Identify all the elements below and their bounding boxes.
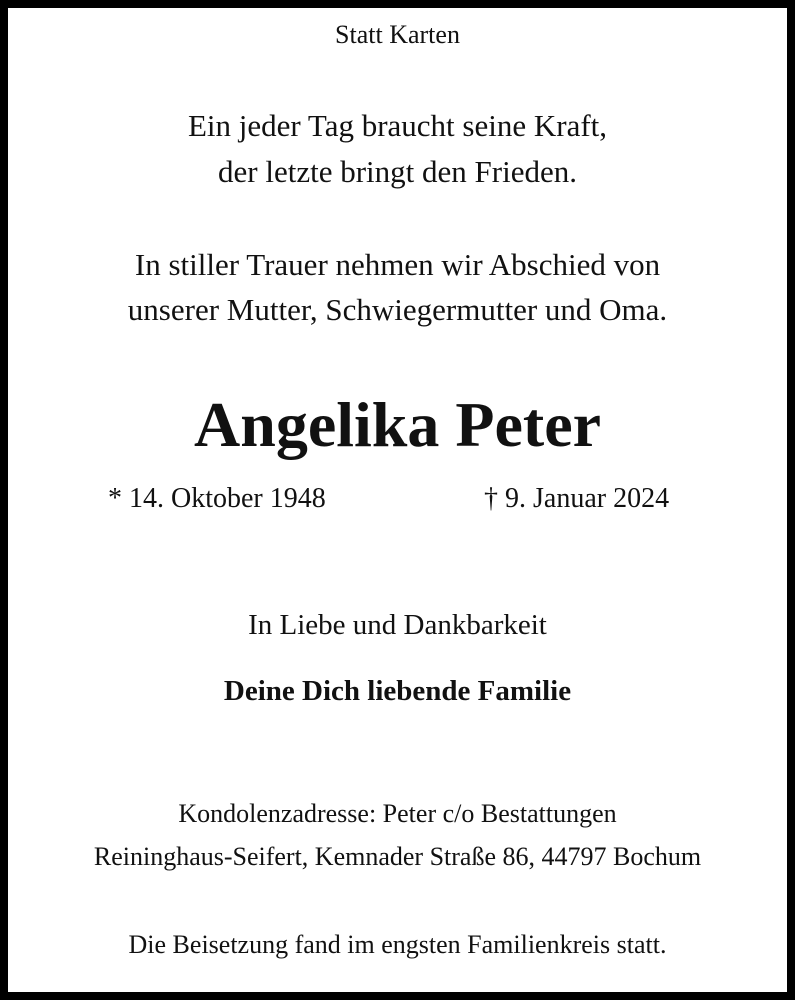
header-text: Statt Karten — [335, 20, 460, 49]
family-signature: Deine Dich liebende Familie — [223, 675, 572, 707]
intro-line-1: In stiller Trauer nehmen wir Abschied von — [134, 247, 661, 282]
death-date: † 9. Januar 2024 — [484, 483, 670, 514]
condolence-address-line-1: Kondolenzadresse: Peter c/o Bestattungen — [178, 799, 617, 828]
burial-note: Die Beisetzung fand im engsten Familienkreis statt. — [128, 930, 667, 959]
birth-date: * 14. Oktober 1948 — [108, 483, 326, 514]
condolence-address-line-2: Reininghaus-Seifert, Kemnader Straße 86, 44797 Bochum — [93, 842, 702, 871]
closing-text: In Liebe und Dankbarkeit — [248, 609, 547, 641]
verse-line-1: Ein jeder Tag braucht seine Kraft, — [187, 108, 608, 143]
deceased-name: Angelika Peter — [194, 389, 601, 460]
verse-line-2: der letzte bringt den Frieden. — [218, 154, 577, 189]
intro-line-2: unserer Mutter, Schwiegermutter und Oma. — [127, 292, 668, 327]
